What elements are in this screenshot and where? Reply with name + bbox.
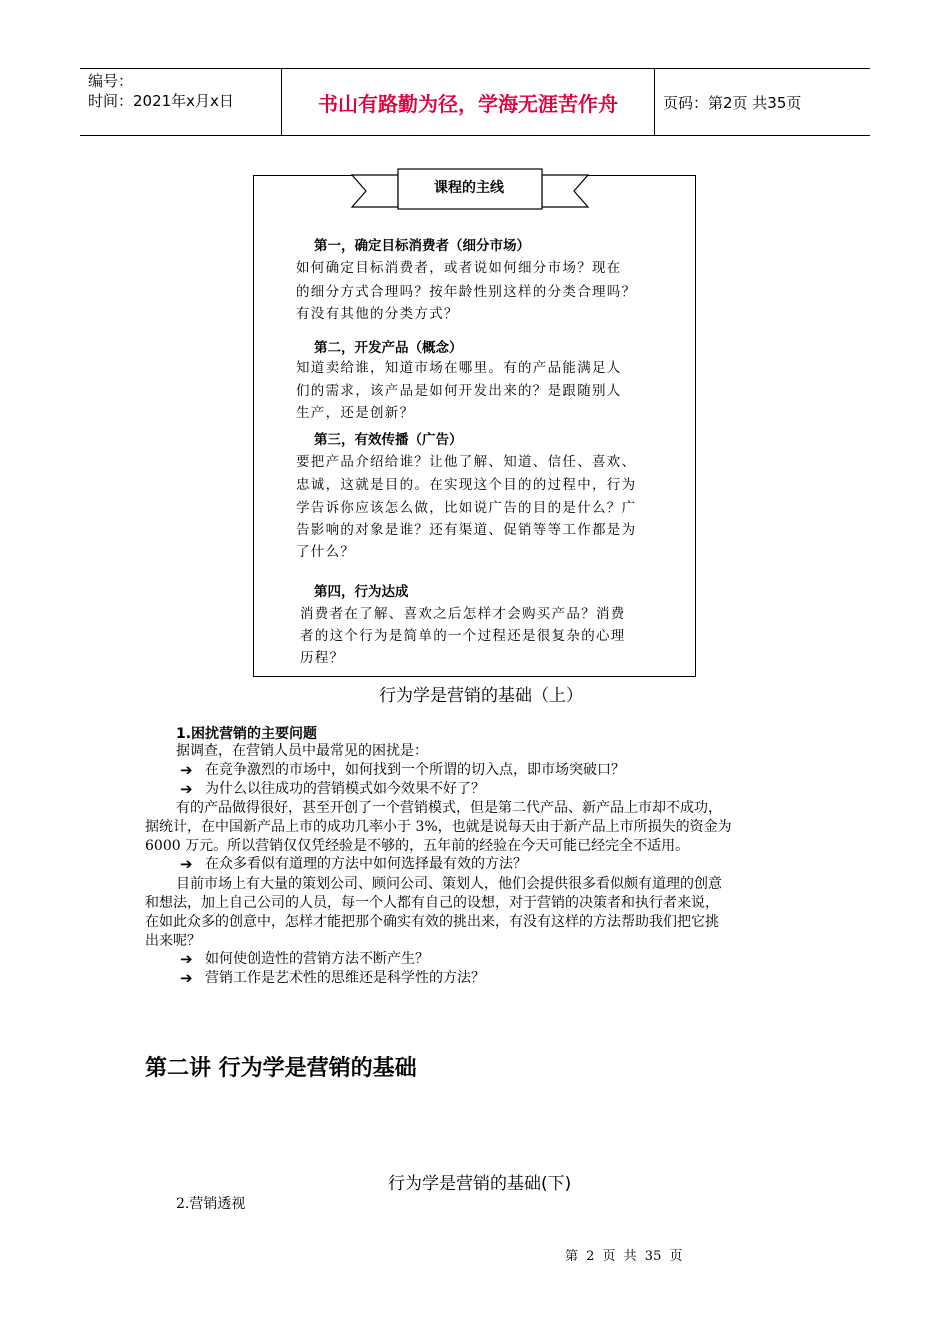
outline-section-3-line-5: 了什么？ bbox=[296, 544, 356, 560]
paragraph-2-line-1: 目前市场上有大量的策划公司、顾问公司、策划人，他们会提供很多看似颇有道理的创意 bbox=[176, 876, 722, 892]
header-motto: 书山有路勤为径，学海无涯苦作舟 bbox=[318, 92, 618, 116]
section-1-title: 1.困扰营销的主要问题 bbox=[176, 726, 318, 742]
outline-section-1-line-2: 的细分方式合理吗？按年龄性别这样的分类合理吗？ bbox=[296, 284, 637, 300]
bullet-4: 如何使创造性的营销方法不断产生？ bbox=[205, 951, 429, 967]
page-footer: 第 2 页 共 35 页 bbox=[565, 1249, 683, 1264]
paragraph-2-line-3: 在如此众多的创意中，怎样才能把那个确实有效的挑出来，有没有这样的方法帮助我们把它挑 bbox=[145, 914, 719, 930]
section-1-intro: 据调查，在营销人员中最常见的困扰是： bbox=[176, 743, 428, 759]
header-bottom-rule bbox=[80, 135, 870, 136]
bullet-1: 在竞争激烈的市场中，如何找到一个所谓的切入点，即市场突破口？ bbox=[205, 762, 625, 778]
outline-section-4-line-2: 者的这个行为是简单的一个过程还是很复杂的心理 bbox=[300, 628, 626, 644]
paragraph-2-line-4: 出来呢？ bbox=[145, 933, 201, 949]
outline-section-4-line-1: 消费者在了解、喜欢之后怎样才会购买产品？消费 bbox=[300, 606, 626, 622]
outline-section-2-line-3: 生产，还是创新？ bbox=[296, 405, 415, 421]
arrow-right-icon: ➔ bbox=[180, 855, 193, 873]
outline-section-3-line-1: 要把产品介绍给谁？让他了解、知道、信任、喜欢、 bbox=[296, 454, 637, 470]
document-number-label: 编号： bbox=[88, 72, 134, 90]
header-top-rule bbox=[80, 68, 870, 69]
paragraph-1-line-1: 有的产品做得很好，甚至开创了一个营销模式，但是第二代产品、新产品上市却不成功， bbox=[176, 800, 722, 816]
caption-upper: 行为学是营销的基础（上） bbox=[379, 686, 583, 706]
bullet-3: 在众多看似有道理的方法中如何选择最有效的方法？ bbox=[205, 856, 527, 872]
arrow-right-icon: ➔ bbox=[180, 950, 193, 968]
arrow-right-icon: ➔ bbox=[180, 761, 193, 779]
outline-section-3-heading: 第三，有效传播（广告） bbox=[314, 432, 463, 448]
paragraph-1-line-3: 6000 万元。所以营销仅仅凭经验是不够的，五年前的经验在今天可能已经完全不适用。 bbox=[145, 838, 690, 854]
outline-section-2-line-2: 们的需求，该产品是如何开发出来的？是跟随别人 bbox=[296, 383, 622, 399]
caption-lower: 行为学是营销的基础(下) bbox=[388, 1174, 572, 1194]
header-divider-right bbox=[654, 68, 655, 136]
document-time-label: 时间：2021年x月x日 bbox=[88, 92, 234, 110]
outline-section-2-heading: 第二，开发产品（概念） bbox=[314, 340, 463, 356]
outline-section-1-heading: 第一，确定目标消费者（细分市场） bbox=[314, 238, 530, 254]
arrow-right-icon: ➔ bbox=[180, 969, 193, 987]
outline-section-1-line-1: 如何确定目标消费者，或者说如何细分市场？现在 bbox=[296, 260, 622, 276]
outline-section-4-line-3: 历程？ bbox=[300, 650, 345, 666]
paragraph-1-line-2: 据统计，在中国新产品上市的成功几率小于 3%，也就是说每天由于新产品上市所损失的资金为 bbox=[145, 819, 732, 835]
outline-section-3-line-2: 忠诚，这就是目的。在实现这个目的的过程中，行为 bbox=[296, 477, 637, 493]
lecture-title: 第二讲 行为学是营销的基础 bbox=[145, 1056, 417, 1081]
outline-section-3-line-4: 告影响的对象是谁？还有渠道、促销等等工作都是为 bbox=[296, 522, 637, 538]
outline-section-3-line-3: 学告诉你应该怎么做，比如说广告的目的是什么？广 bbox=[296, 500, 637, 516]
course-outline-title: 课程的主线 bbox=[434, 180, 504, 196]
bullet-2: 为什么以往成功的营销模式如今效果不好了？ bbox=[205, 781, 485, 797]
paragraph-2-line-2: 和想法，加上自己公司的人员，每一个人都有自己的设想，对于营销的决策者和执行者来说， bbox=[145, 895, 719, 911]
section-2-title: 2.营销透视 bbox=[176, 1196, 246, 1212]
bullet-5: 营销工作是艺术性的思维还是科学性的方法？ bbox=[205, 970, 485, 986]
outline-section-4-heading: 第四，行为达成 bbox=[314, 584, 409, 600]
outline-section-1-line-3: 有没有其他的分类方式？ bbox=[296, 306, 459, 322]
outline-section-2-line-1: 知道卖给谁，知道市场在哪里。有的产品能满足人 bbox=[296, 360, 622, 376]
page-number-label: 页码：第2页 共35页 bbox=[663, 94, 802, 112]
arrow-right-icon: ➔ bbox=[180, 780, 193, 798]
